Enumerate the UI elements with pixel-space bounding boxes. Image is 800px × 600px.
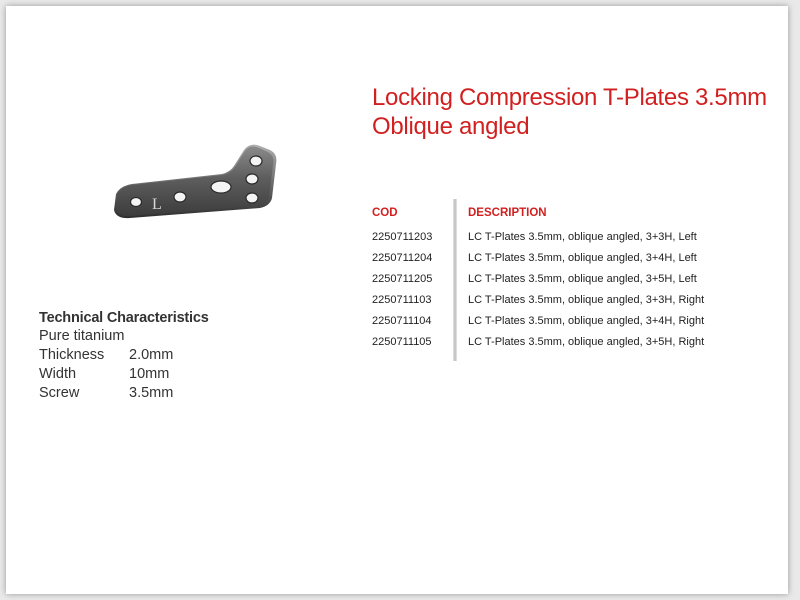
column-divider: [453, 199, 457, 361]
screw-hole: [174, 192, 186, 202]
table-cell-cod: 2250711105: [372, 336, 432, 348]
table-cell-description: LC T-Plates 3.5mm, oblique angled, 3+3H, Right: [468, 294, 705, 306]
table-cell-cod: 2250711205: [372, 273, 433, 285]
cod-column: [372, 199, 452, 353]
spec-value: 10mm: [129, 366, 170, 382]
spec-value: 2.0mm: [129, 347, 174, 363]
spec-label: Thickness: [39, 347, 105, 363]
page-title: [372, 83, 767, 141]
description-header: DESCRIPTION: [468, 207, 547, 219]
spec-label: Screw: [39, 385, 80, 401]
table-cell-description: LC T-Plates 3.5mm, oblique angled, 3+3H, Left: [468, 231, 697, 243]
table-cell-cod: 2250711204: [372, 252, 433, 264]
catalog-page: [6, 6, 788, 594]
spec-row-thickness: [39, 346, 209, 365]
spec-label: Width: [39, 366, 77, 382]
spec-value: 3.5mm: [129, 385, 174, 401]
screw-hole: [246, 193, 258, 203]
title-line-1: Locking Compression T-Plates 3.5mm: [372, 84, 767, 111]
screw-hole: [250, 156, 262, 166]
tech-title: Technical Characteristics: [39, 310, 209, 326]
table-cell-cod: 2250711203: [372, 231, 433, 243]
table-cell-description: LC T-Plates 3.5mm, oblique angled, 3+5H, Left: [468, 273, 697, 285]
plate-marking: L: [152, 196, 162, 213]
t-plate-image: [102, 136, 292, 231]
screw-hole: [246, 174, 258, 184]
table-cell-description: LC T-Plates 3.5mm, oblique angled, 3+4H, Right: [468, 315, 705, 327]
table-cell-cod: 2250711103: [372, 294, 432, 306]
tech-material: Pure titanium: [39, 328, 125, 344]
table-cell-description: LC T-Plates 3.5mm, oblique angled, 3+4H, Left: [468, 252, 697, 264]
screw-hole: [131, 198, 142, 207]
cod-header: COD: [372, 207, 398, 219]
table-cell-cod: 2250711104: [372, 315, 432, 327]
description-column: [468, 199, 768, 353]
table-cell-description: LC T-Plates 3.5mm, oblique angled, 3+5H, Right: [468, 336, 705, 348]
spec-row-screw: [39, 384, 209, 403]
technical-characteristics: [39, 310, 209, 403]
title-line-2: Oblique angled: [372, 113, 530, 140]
spec-row-width: [39, 365, 209, 384]
combi-hole: [211, 181, 231, 193]
